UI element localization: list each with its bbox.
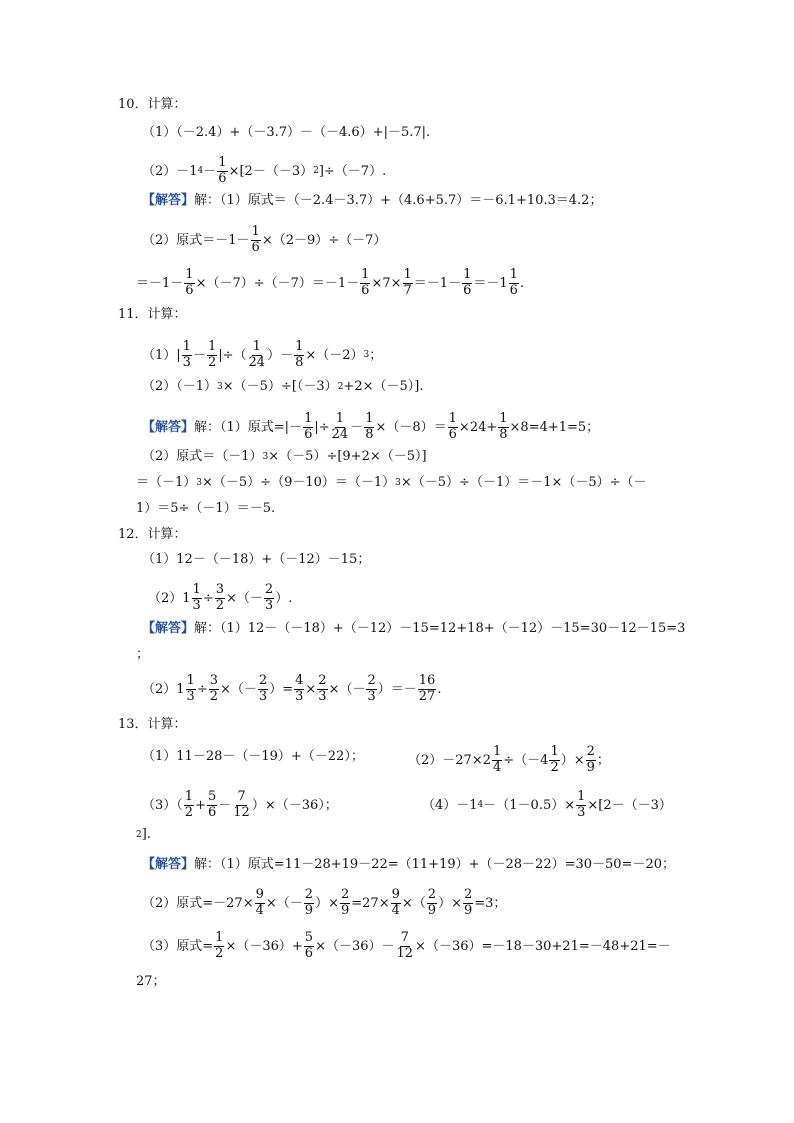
q11-solution-2: （2）原式＝（－1） 3 ×（－5）÷[9+2×（－5）]	[142, 449, 427, 464]
q10-heading: 10．计算：	[118, 97, 187, 112]
q12-solution-2: （2）1 $\frac{1}{3}$ ÷ $\frac{3}{2}$ ×（－ $\frac{2}{3}$ ）= $\frac{4}{3}$ × $\frac{2}{3}$ ×（－ $\frac{2}{3}$ ）＝－ $\frac{16}{27}$ .	[142, 673, 442, 704]
answer-tag: 【解答】	[142, 857, 195, 872]
q10-problem-2: （2）－1 4 － $\frac{1}{6}$ ×[2－（－3） 2 ]÷（－7）.	[142, 155, 387, 186]
q13-solution-1: 【解答】 解：（1）原式=11－28+19－22=（11+19）+（－28－22）=30－50=－20；	[142, 857, 675, 872]
q13-problem-1: （1）11－28－（－19）+（－22）；	[142, 749, 364, 764]
q13-problem-4-cont: 2 ].	[136, 827, 151, 842]
q11-solution-4: 1）＝5÷（－1）＝－5.	[136, 501, 276, 516]
q10-solution-2: （2）原式＝－1－ $\frac{1}{6}$ ×（2－9）÷（－7）	[142, 224, 387, 255]
q10-solution-3: ＝－1－ $\frac{1}{6}$ ×（－7）÷（－7）＝－1－ $\frac{1}{6}$ ×7× $\frac{1}{7}$ ＝－1－ $\frac{1}{6}$ ＝－1 $\frac{1}{6}$ .	[136, 267, 525, 298]
q11-solution-1: 【解答】 解：（1）原式=|－ $\frac{1}{6}$ |÷ $\frac{1}{24}$ － $\frac{1}{8}$ ×（－8）＝ $\frac{1}{6}$ ×24+ $\frac{1}{8}$ ×8=4+1=5；	[142, 411, 600, 442]
q13-problem-2: （2）－27×2 $\frac{1}{4}$ ÷（－4 $\frac{1}{2}$ ）× $\frac{2}{9}$ ；	[408, 744, 610, 775]
q13-solution-3: （3）原式= $\frac{1}{2}$ ×（－36）+ $\frac{5}{6}$ ×（－36）－ $\frac{7}{12}$ ×（－36）=－18－30+21=－48+21=－	[142, 930, 671, 961]
q12-solution-1-cont: ；	[136, 647, 150, 662]
q11-solution-3: ＝（－1） 3 ×（－5）÷（9－10）＝（－1） 3 ×（－5）÷（－1）＝－1×（－5）÷（－	[136, 475, 647, 490]
q12-solution-1: 【解答】 解：（1）12－（－18）+（－12）－15=12+18+（－12）－15=30－12－15=3	[142, 621, 686, 636]
q13-problem-4: （4）－1 4 －（1－0.5）× $\frac{1}{3}$ ×[2－（－3）	[422, 789, 672, 820]
q12-problem-2: （2）1 $\frac{1}{3}$ ÷ $\frac{3}{2}$ ×（－ $\frac{2}{3}$ ）.	[148, 582, 293, 613]
q13-solution-3-cont: 27；	[136, 974, 166, 989]
q13-solution-2: （2）原式=－27× $\frac{9}{4}$ ×（－ $\frac{2}{9}$ ）× $\frac{2}{9}$ =27× $\frac{9}{4}$ ×（ $\frac{2}{9}$ ）× $\frac{2}{9}$ =3；	[142, 887, 507, 918]
answer-tag: 【解答】	[142, 193, 195, 208]
q10-problem-1: （1）（－2.4）+（－3.7）－（－4.6）+|－5.7|.	[142, 125, 431, 140]
q12-problem-1: （1）12－（－18）+（－12）－15；	[142, 552, 371, 567]
q11-problem-2: （2）（－1） 3 ×（－5）÷[（－3） 2 +2×（－5）].	[142, 379, 424, 394]
q10-solution-1: 【解答】 解：（1）原式＝（－2.4－3.7）+（4.6+5.7）＝－6.1+10.3＝4.2；	[142, 193, 603, 208]
q11-problem-1: （1）| $\frac{1}{3}$ － $\frac{1}{2}$ |÷（ $\frac{1}{24}$ ）－ $\frac{1}{8}$ ×（－2） 3 ；	[142, 339, 383, 370]
q12-heading: 12．计算：	[118, 527, 187, 542]
q13-heading: 13．计算：	[118, 717, 187, 732]
answer-tag: 【解答】	[142, 419, 195, 435]
q13-problem-3: （3）（ $\frac{1}{2}$ + $\frac{5}{6}$ － $\frac{7}{12}$ ）×（－36）；	[142, 789, 338, 820]
q11-heading: 11．计算：	[118, 307, 187, 322]
answer-tag: 【解答】	[142, 621, 195, 636]
